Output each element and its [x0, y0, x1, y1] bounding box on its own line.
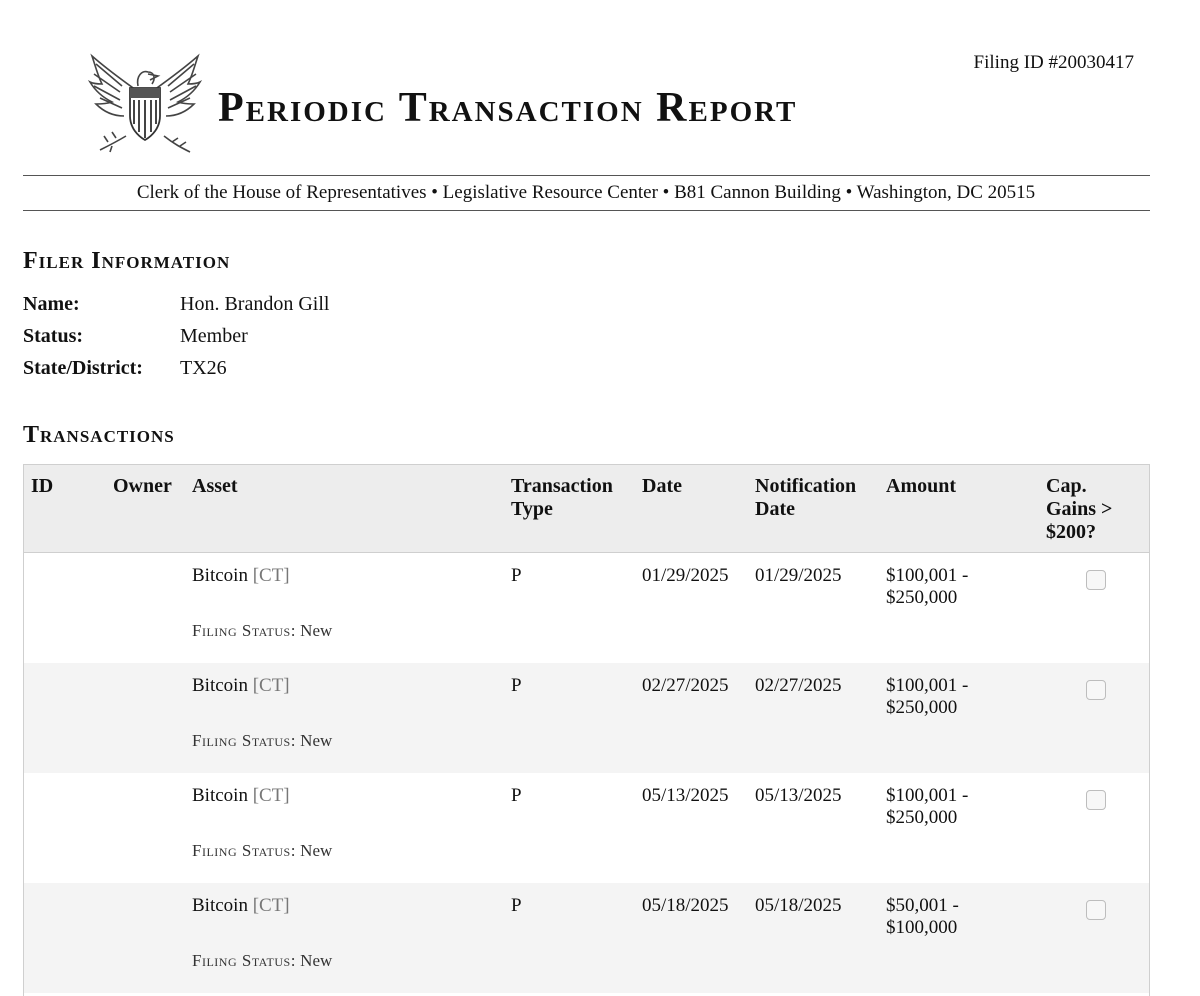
col-cap-gains: [1046, 475, 1112, 544]
filer-status-label: Status:: [23, 324, 84, 347]
asset-code: [CT]: [252, 895, 290, 916]
filer-district-label: State/District:: [23, 356, 143, 379]
col-amount: Amount: [886, 475, 957, 497]
col-notification-date: [755, 475, 856, 521]
table-row: [24, 773, 1149, 883]
table-row: [24, 883, 1149, 993]
asset-cell: [192, 895, 290, 917]
table-row: [24, 663, 1149, 773]
asset-name: Bitcoin: [192, 785, 248, 806]
cap-gains-checkbox[interactable]: [1086, 900, 1106, 920]
notification-date: 05/18/2025: [755, 895, 842, 916]
asset-code: [CT]: [252, 565, 290, 586]
col-cap-gains-line2: Gains >: [1046, 498, 1113, 520]
filer-info: [23, 288, 329, 384]
eagle-seal-icon: [86, 50, 204, 158]
col-date: Date: [642, 475, 682, 497]
filer-name-label: Name:: [23, 292, 80, 315]
col-transaction-type: [511, 475, 613, 521]
filing-status: [192, 731, 332, 751]
transaction-date: 05/18/2025: [642, 895, 729, 916]
amount-line1: $50,001 -: [886, 895, 959, 916]
notification-date: 05/13/2025: [755, 785, 842, 806]
amount: [886, 895, 959, 939]
address-divider: [23, 210, 1150, 211]
filing-status-label: Filing Status:: [192, 951, 296, 970]
amount: [886, 785, 968, 829]
transactions-table: [23, 464, 1150, 996]
transaction-date: 02/27/2025: [642, 675, 729, 696]
amount-line1: $100,001 -: [886, 785, 969, 806]
amount: [886, 675, 968, 719]
table-header: [24, 465, 1149, 553]
filing-status-label: Filing Status:: [192, 731, 296, 750]
amount-line1: $100,001 -: [886, 675, 969, 696]
filing-status-label: Filing Status:: [192, 621, 296, 640]
filing-status-label: Filing Status:: [192, 841, 296, 860]
transaction-type: P: [511, 785, 522, 806]
filer-section-title: Filer Information: [23, 248, 231, 274]
filer-district-value: TX26: [180, 356, 227, 379]
col-notification-date-line1: Notification: [755, 475, 857, 497]
col-transaction-type-line1: Transaction: [511, 475, 613, 497]
filing-status: [192, 951, 332, 971]
filer-status-value: Member: [180, 324, 248, 347]
col-cap-gains-line1: Cap.: [1046, 475, 1087, 497]
transaction-type: P: [511, 565, 522, 586]
col-id: ID: [31, 475, 54, 497]
filing-status-value: New: [300, 951, 333, 970]
transaction-date: 01/29/2025: [642, 565, 729, 586]
col-owner: Owner: [113, 475, 172, 497]
office-address: Clerk of the House of Representatives • Legislative Resource Center • B81 Cannon Building • Washington, DC 20515: [136, 182, 1036, 203]
asset-cell: [192, 675, 290, 697]
filing-id: Filing ID #20030417: [973, 52, 1134, 73]
asset-name: Bitcoin: [192, 675, 248, 696]
col-notification-date-line2: Date: [755, 498, 795, 520]
notification-date: 02/27/2025: [755, 675, 842, 696]
asset-cell: [192, 565, 290, 587]
col-transaction-type-line2: Type: [511, 498, 553, 520]
cap-gains-checkbox[interactable]: [1086, 790, 1106, 810]
filer-name-row: [23, 288, 329, 320]
col-cap-gains-line3: $200?: [1046, 521, 1096, 543]
filing-status: [192, 841, 332, 861]
amount-line1: $100,001 -: [886, 565, 969, 586]
asset-name: Bitcoin: [192, 895, 248, 916]
transaction-type: P: [511, 675, 522, 696]
transactions-section-title: Transactions: [23, 422, 175, 448]
report-header: [0, 0, 1200, 175]
filing-status-value: New: [300, 621, 333, 640]
transaction-type: P: [511, 895, 522, 916]
amount-line2: $100,000: [886, 917, 958, 938]
asset-code: [CT]: [252, 675, 290, 696]
amount-line2: $250,000: [886, 807, 958, 828]
transaction-date: 05/13/2025: [642, 785, 729, 806]
filer-status-row: [23, 320, 329, 352]
filer-name-value: Hon. Brandon Gill: [180, 292, 330, 315]
filing-status-value: New: [300, 731, 333, 750]
asset-name: Bitcoin: [192, 565, 248, 586]
amount: [886, 565, 968, 609]
asset-code: [CT]: [252, 785, 290, 806]
cap-gains-checkbox[interactable]: [1086, 680, 1106, 700]
amount-line2: $250,000: [886, 587, 958, 608]
filing-status-value: New: [300, 841, 333, 860]
amount-line2: $250,000: [886, 697, 958, 718]
col-asset: Asset: [192, 475, 238, 497]
filer-district-row: [23, 352, 329, 384]
asset-cell: [192, 785, 290, 807]
cap-gains-checkbox[interactable]: [1086, 570, 1106, 590]
filing-status: [192, 621, 332, 641]
table-row: [24, 553, 1149, 663]
top-divider: [23, 175, 1150, 176]
report-title: Periodic Transaction Report: [218, 85, 798, 131]
notification-date: 01/29/2025: [755, 565, 842, 586]
